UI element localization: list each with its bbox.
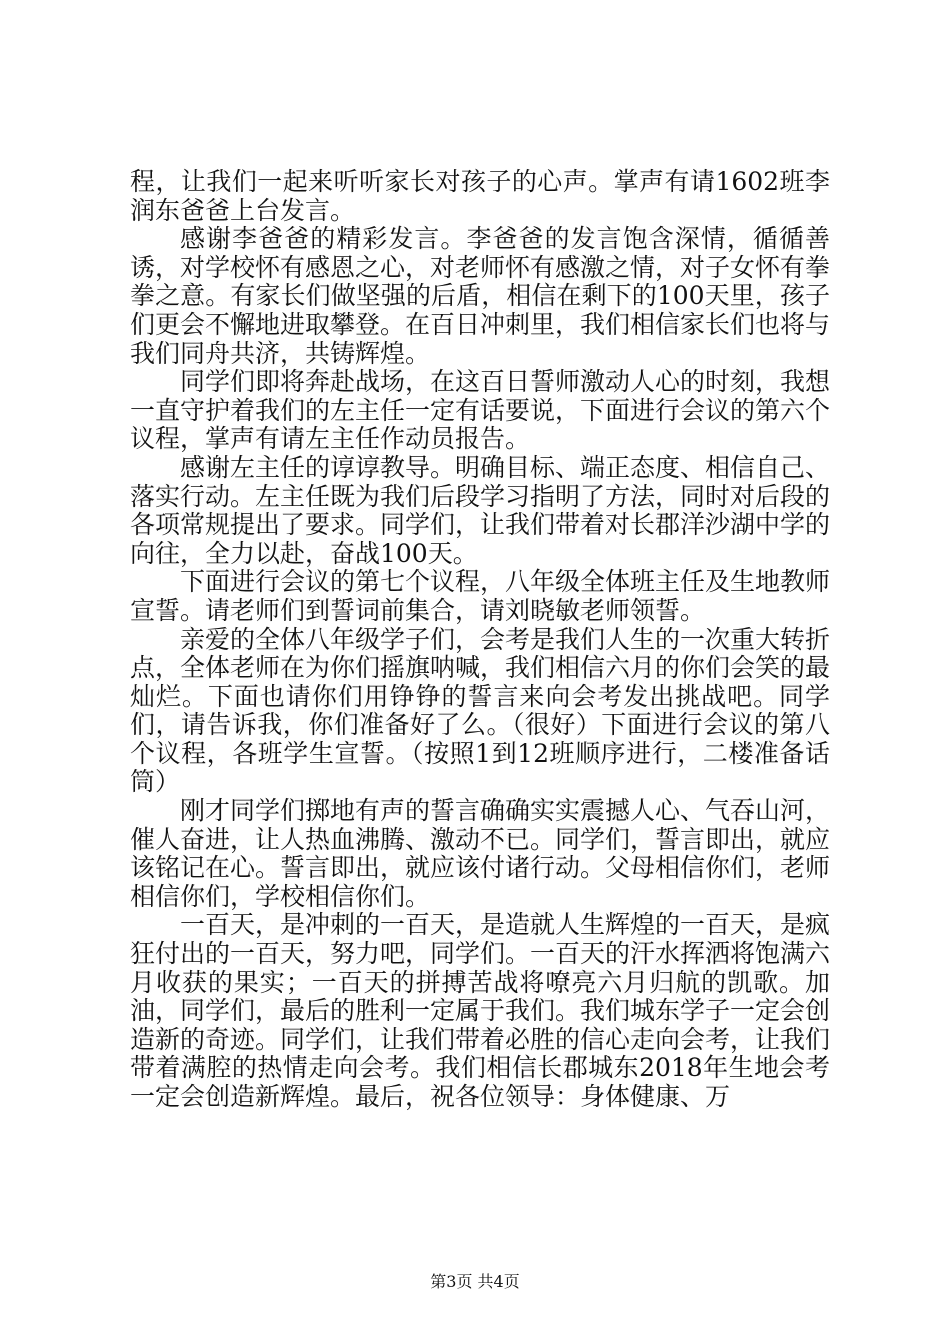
paragraph-5: 下面进行会议的第七个议程，八年级全体班主任及生地教师宣誓。请老师们到誓词前集合，请刘晓敏老师领誓。 bbox=[130, 567, 831, 625]
paragraph-2: 感谢李爸爸的精彩发言。李爸爸的发言饱含深情，循循善诱，对学校怀有感恩之心，对老师怀有感激之情，对子女怀有拳拳之意。有家长们做坚强的后盾，相信在剩下的100天里，孩子们更会不懈地进取攀登。在百日冲刺里，我们相信家长们也将与我们同舟共济，共铸辉煌。 bbox=[130, 224, 831, 368]
paragraph-3: 同学们即将奔赴战场，在这百日誓师激动人心的时刻，我想一直守护着我们的左主任一定有话要说，下面进行会议的第六个议程，掌声有请左主任作动员报告。 bbox=[130, 367, 831, 454]
page-footer: 第3页 共4页 bbox=[430, 1272, 520, 1291]
paragraph-8: 一百天，是冲刺的一百天，是造就人生辉煌的一百天，是疯狂付出的一百天，努力吧，同学们。一百天的汗水挥洒将饱满六月收获的果实；一百天的拼搏苦战将嘹亮六月归航的凯歌。加油，同学们，最后的胜利一定属于我们。我们城东学子一定会创造新的奇迹。同学们，让我们带着必胜的信心走向会考，让我们带着满腔的热情走向会考。我们相信长郡城东2018年生地会考一定会创造新辉煌。最后，祝各位领导：身体健康、万 bbox=[130, 910, 831, 1111]
paragraph-4: 感谢左主任的谆谆教导。明确目标、端正态度、相信自己、落实行动。左主任既为我们后段学习指明了方法，同时对后段的各项常规提出了要求。同学们，让我们带着对长郡洋沙湖中学的向往，全力以赴，奋战100天。 bbox=[130, 452, 831, 568]
paragraph-6: 亲爱的全体八年级学子们，会考是我们人生的一次重大转折点，全体老师在为你们摇旗呐喊，我们相信六月的你们会笑的最灿烂。下面也请你们用铮铮的誓言来向会考发出挑战吧。同学们，请告诉我，你们准备好了么。（很好）下面进行会议的第八个议程，各班学生宣誓。（按照1到12班顺序进行，二楼准备话筒） bbox=[130, 624, 831, 797]
document-body bbox=[130, 168, 830, 1112]
paragraph-7: 刚才同学们掷地有声的誓言确确实实震撼人心、气吞山河，催人奋进，让人热血沸腾、激动不已。同学们，誓言即出，就应该铭记在心。誓言即出，就应该付诸行动。父母相信你们，老师相信你们，学校相信你们。 bbox=[130, 796, 831, 911]
paragraph-1: 程，让我们一起来听听家长对孩子的心声。掌声有请1602班李润东爸爸上台发言。 bbox=[130, 167, 830, 225]
